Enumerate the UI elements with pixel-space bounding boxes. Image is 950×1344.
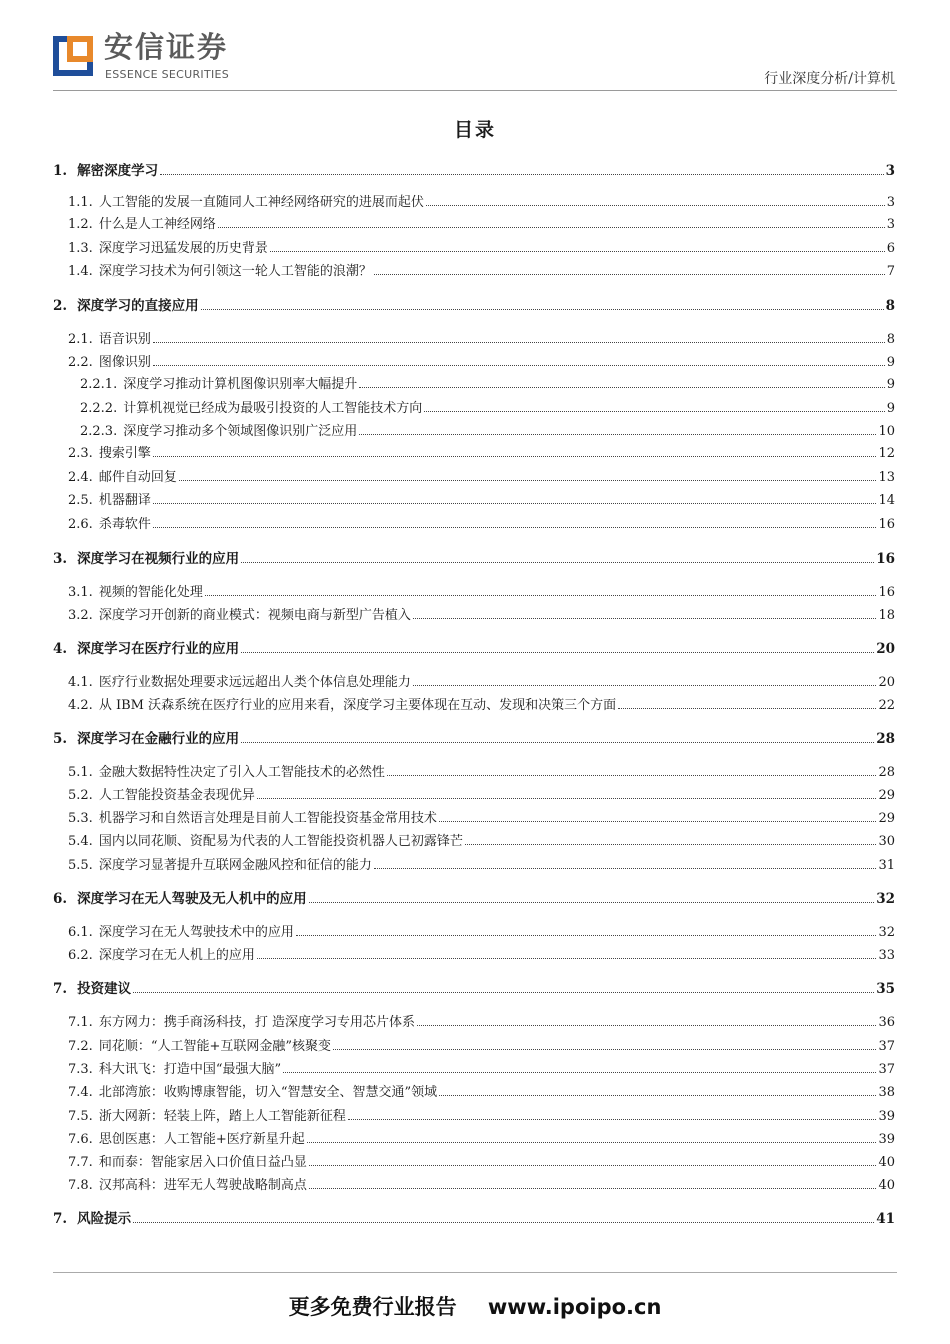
toc-entry[interactable] bbox=[68, 831, 895, 849]
toc-entry[interactable] bbox=[80, 374, 895, 392]
toc-entry-label bbox=[68, 854, 372, 873]
toc-entry-number: 2.2. bbox=[68, 355, 93, 370]
toc-entry[interactable] bbox=[53, 639, 895, 657]
toc-entry-label bbox=[53, 294, 199, 314]
toc-leader-dots bbox=[465, 844, 877, 845]
toc-entry-number: 5.5. bbox=[68, 858, 93, 873]
report-category: 行业深度分析/计算机 bbox=[764, 71, 895, 87]
toc-entry-page: 10 bbox=[878, 424, 895, 439]
toc-leader-dots bbox=[270, 251, 885, 252]
toc-entry-number: 2.2.3. bbox=[80, 424, 118, 439]
toc-entry[interactable] bbox=[68, 695, 895, 713]
toc-entry-page: 16 bbox=[876, 551, 895, 567]
toc-entry[interactable] bbox=[68, 1106, 895, 1124]
toc-entry[interactable] bbox=[68, 1036, 895, 1054]
toc-entry-number: 5.1. bbox=[68, 765, 93, 780]
toc-entry-page: 8 bbox=[886, 332, 895, 347]
toc-entry[interactable] bbox=[68, 352, 895, 370]
toc-entry-label bbox=[68, 921, 294, 940]
toc-leader-dots bbox=[417, 1025, 877, 1026]
toc-entry-page: 33 bbox=[878, 948, 895, 963]
toc-entry-title: 语音识别 bbox=[98, 332, 151, 347]
toc-entry-number: 3.2. bbox=[68, 608, 93, 623]
footer-url[interactable]: www.ipoipo.cn bbox=[487, 1295, 662, 1319]
toc-entry-label bbox=[68, 1151, 307, 1170]
toc-entry-page: 12 bbox=[878, 446, 895, 461]
brand-name-cn: 安信证券 bbox=[104, 30, 229, 64]
toc-entry-number: 3.1. bbox=[68, 585, 93, 600]
toc-leader-dots bbox=[153, 456, 877, 457]
toc-entry[interactable] bbox=[68, 762, 895, 780]
toc-leader-dots bbox=[283, 1072, 876, 1073]
toc-entry-number: 1. bbox=[53, 163, 68, 179]
toc-entry-page: 37 bbox=[878, 1062, 895, 1077]
toc-entry-title: 深度学习在金融行业的应用 bbox=[77, 731, 240, 747]
footer-slogan: 更多免费行业报告 bbox=[288, 1295, 457, 1319]
brand-logo-icon bbox=[53, 36, 93, 76]
toc-entry-label bbox=[68, 581, 203, 600]
toc-entry[interactable] bbox=[68, 1152, 895, 1170]
toc-entry-label bbox=[68, 1105, 346, 1124]
toc-entry-label bbox=[68, 671, 411, 690]
toc-entry-title: 深度学习在无人驾驶及无人机中的应用 bbox=[77, 891, 307, 907]
toc-leader-dots bbox=[359, 434, 876, 435]
toc-entry-label bbox=[53, 977, 131, 997]
toc-entry-title: 风险提示 bbox=[77, 1211, 132, 1227]
toc-entry[interactable] bbox=[68, 855, 895, 873]
toc-entry-number: 7. bbox=[53, 1211, 68, 1227]
toc-entry-title: 邮件自动回复 bbox=[98, 470, 177, 485]
toc-entry-title: 解密深度学习 bbox=[77, 163, 159, 179]
toc-entry-title: 机器翻译 bbox=[98, 493, 151, 508]
toc-leader-dots bbox=[241, 562, 874, 563]
toc-entry-number: 1.1. bbox=[68, 195, 93, 210]
toc-entry[interactable] bbox=[53, 889, 895, 907]
toc-entry-page: 20 bbox=[876, 641, 895, 657]
toc-entry-page: 6 bbox=[886, 241, 895, 256]
brand-name-en: ESSENCE SECURITIES bbox=[105, 68, 230, 81]
toc-entry[interactable] bbox=[53, 1209, 895, 1227]
toc-entry[interactable] bbox=[68, 672, 895, 690]
toc-entry-title: 汉邦高科：进军无人驾驶战略制高点 bbox=[98, 1178, 307, 1193]
toc-entry-title: 深度学习在无人机上的应用 bbox=[98, 948, 255, 963]
toc-entry-number: 4.1. bbox=[68, 675, 93, 690]
toc-leader-dots bbox=[387, 775, 877, 776]
toc-entry-number: 2.5. bbox=[68, 493, 93, 508]
toc-entry[interactable] bbox=[68, 329, 895, 347]
toc-entry-number: 2. bbox=[53, 298, 68, 314]
toc-entry[interactable] bbox=[68, 214, 895, 232]
toc-entry-label bbox=[68, 442, 151, 461]
toc-entry[interactable] bbox=[68, 467, 895, 485]
toc-leader-dots bbox=[424, 411, 884, 412]
toc-entry-number: 7.3. bbox=[68, 1062, 93, 1077]
toc-entry-title: 深度学习迅猛发展的历史背景 bbox=[98, 241, 268, 256]
toc-leader-dots bbox=[439, 1095, 876, 1096]
toc-entry-number: 7.2. bbox=[68, 1039, 93, 1054]
toc-leader-dots bbox=[218, 227, 885, 228]
toc-entry-title: 图像识别 bbox=[98, 355, 151, 370]
toc-entry-label bbox=[68, 351, 151, 370]
toc-entry[interactable] bbox=[68, 582, 895, 600]
toc-entry-page: 29 bbox=[878, 811, 895, 826]
toc-leader-dots bbox=[413, 685, 877, 686]
header-divider bbox=[53, 90, 897, 91]
toc-entry-number: 2.3. bbox=[68, 446, 93, 461]
toc-entry[interactable] bbox=[68, 514, 895, 532]
toc-entry-label bbox=[68, 328, 151, 347]
toc-leader-dots bbox=[296, 935, 877, 936]
toc-entry-number: 1.3. bbox=[68, 241, 93, 256]
toc-entry-title: 深度学习在医疗行业的应用 bbox=[77, 641, 240, 657]
toc-entry-page: 30 bbox=[878, 834, 895, 849]
toc-entry-page: 35 bbox=[876, 981, 895, 997]
toc-entry[interactable] bbox=[68, 1175, 895, 1193]
toc-entry-title: 科大讯飞：打造中国“最强大脑” bbox=[98, 1062, 282, 1077]
toc-leader-dots bbox=[257, 798, 877, 799]
toc-entry-title: 北部湾旅：收购博康智能，切入“智慧安全、智慧交通”领域 bbox=[98, 1085, 438, 1100]
toc-leader-dots bbox=[133, 992, 874, 993]
toc-leader-dots bbox=[307, 1142, 877, 1143]
toc-entry[interactable] bbox=[68, 490, 895, 508]
toc-entry-title: 浙大网新：轻装上阵，踏上人工智能新征程 bbox=[98, 1109, 346, 1124]
toc-leader-dots bbox=[374, 868, 877, 869]
toc-leader-dots bbox=[133, 1222, 874, 1223]
toc-entry-label bbox=[68, 1174, 307, 1193]
toc-leader-dots bbox=[348, 1119, 877, 1120]
toc-entry-number: 4. bbox=[53, 641, 68, 657]
toc-leader-dots bbox=[333, 1049, 876, 1050]
toc-leader-dots bbox=[153, 527, 877, 528]
toc-leader-dots bbox=[153, 503, 877, 504]
page-header bbox=[0, 0, 950, 92]
toc-entry-page: 3 bbox=[886, 195, 895, 210]
toc-entry[interactable] bbox=[80, 398, 895, 416]
toc-entry-page: 32 bbox=[878, 925, 895, 940]
toc-leader-dots bbox=[201, 309, 884, 310]
toc-entry-page: 29 bbox=[878, 788, 895, 803]
toc-leader-dots bbox=[439, 821, 877, 822]
toc-entry[interactable] bbox=[68, 238, 895, 256]
toc-entry-page: 41 bbox=[876, 1211, 895, 1227]
toc-entry-page: 16 bbox=[878, 517, 895, 532]
toc-entry[interactable] bbox=[53, 549, 895, 567]
toc-entry-page: 7 bbox=[886, 264, 895, 279]
toc-title: 目录 bbox=[453, 119, 496, 141]
toc-entry-number: 7.6. bbox=[68, 1132, 93, 1147]
toc-entry[interactable] bbox=[53, 296, 895, 314]
toc-entry-page: 36 bbox=[878, 1015, 895, 1030]
toc-leader-dots bbox=[309, 1165, 877, 1166]
toc-entry-title: 机器学习和自然语言处理是目前人工智能投资基金常用技术 bbox=[98, 811, 437, 826]
toc-entry-title: 国内以同花顺、资配易为代表的人工智能投资机器人已初露锋芒 bbox=[98, 834, 463, 849]
toc-entry-label bbox=[68, 1035, 331, 1054]
toc-entry[interactable] bbox=[68, 945, 895, 963]
toc-entry-label bbox=[53, 637, 239, 657]
toc-leader-dots bbox=[426, 205, 885, 206]
toc-entry[interactable] bbox=[80, 421, 895, 439]
toc-entry-number: 7.7. bbox=[68, 1155, 93, 1170]
toc-entry-label bbox=[68, 761, 385, 780]
toc-entry-number: 7.1. bbox=[68, 1015, 93, 1030]
toc-entry-page: 9 bbox=[886, 377, 895, 392]
toc-entry-number: 5.4. bbox=[68, 834, 93, 849]
toc-entry-page: 3 bbox=[886, 217, 895, 232]
toc-entry-page: 13 bbox=[878, 470, 895, 485]
toc-entry-title: 搜索引擎 bbox=[98, 446, 151, 461]
toc-entry-title: 思创医惠：人工智能+医疗新星升起 bbox=[98, 1132, 305, 1147]
toc-entry-label bbox=[68, 191, 424, 210]
toc-entry-label bbox=[68, 694, 616, 713]
toc-entry[interactable] bbox=[53, 161, 895, 179]
toc-entry-title: 同花顺：“人工智能+互联网金融”核聚变 bbox=[98, 1039, 331, 1054]
toc-entry[interactable] bbox=[68, 261, 895, 279]
toc-entry-number: 2.2.1. bbox=[80, 377, 118, 392]
page-footer bbox=[0, 1293, 950, 1321]
toc-entry-title: 深度学习显著提升互联网金融风控和征信的能力 bbox=[98, 858, 372, 873]
toc-entry-title: 金融大数据特性决定了引入人工智能技术的必然性 bbox=[98, 765, 385, 780]
toc-leader-dots bbox=[618, 708, 876, 709]
toc-entry-number: 1.4. bbox=[68, 264, 93, 279]
toc-entry-label bbox=[68, 513, 151, 532]
toc-entry-title: 深度学习在无人驾驶技术中的应用 bbox=[98, 925, 294, 940]
toc-entry-page: 9 bbox=[886, 401, 895, 416]
toc-entry[interactable] bbox=[68, 1012, 895, 1030]
toc-entry-title: 深度学习推动计算机图像识别率大幅提升 bbox=[123, 377, 358, 392]
toc-leader-dots bbox=[241, 652, 874, 653]
toc-entry-title: 东方网力：携手商汤科技，打 造深度学习专用芯片体系 bbox=[98, 1015, 415, 1030]
toc-entry-label bbox=[53, 1207, 131, 1227]
toc-entry-number: 6.2. bbox=[68, 948, 93, 963]
toc-entry-page: 40 bbox=[878, 1155, 895, 1170]
toc-entry-number: 2.4. bbox=[68, 470, 93, 485]
toc-entry-number: 4.2. bbox=[68, 698, 93, 713]
toc-entry-title: 深度学习在视频行业的应用 bbox=[77, 551, 240, 567]
toc-entry-label bbox=[68, 784, 255, 803]
toc-leader-dots bbox=[153, 365, 885, 366]
toc-entry-title: 什么是人工神经网络 bbox=[98, 217, 216, 232]
toc-entry-title: 深度学习推动多个领域图像识别广泛应用 bbox=[123, 424, 358, 439]
toc-leader-dots bbox=[309, 902, 875, 903]
footer-divider bbox=[53, 1272, 897, 1273]
toc-entry-label bbox=[68, 260, 372, 279]
toc-entry-page: 22 bbox=[878, 698, 895, 713]
toc-entry[interactable] bbox=[68, 1129, 895, 1147]
toc-entry-number: 6. bbox=[53, 891, 68, 907]
toc-entry-page: 20 bbox=[878, 675, 895, 690]
toc-entry[interactable] bbox=[68, 922, 895, 940]
toc-entry-label bbox=[68, 830, 463, 849]
toc-entry-page: 18 bbox=[878, 608, 895, 623]
toc-entry-label bbox=[68, 213, 216, 232]
toc-entry[interactable] bbox=[68, 605, 895, 623]
toc-entry-title: 深度学习技术为何引领这一轮人工智能的浪潮？ bbox=[98, 264, 372, 279]
toc-entry-title: 投资建议 bbox=[77, 981, 132, 997]
toc-entry[interactable] bbox=[68, 1082, 895, 1100]
toc-leader-dots bbox=[205, 595, 877, 596]
toc-entry-label bbox=[68, 604, 411, 623]
toc-entry-number: 7.4. bbox=[68, 1085, 93, 1100]
toc-entry-title: 从 IBM 沃森系统在医疗行业的应用来看，深度学习主要体现在互动、发现和决策三个方面 bbox=[98, 698, 617, 713]
toc-entry-label bbox=[68, 1081, 437, 1100]
toc-entry-label bbox=[68, 1011, 415, 1030]
toc-leader-dots bbox=[359, 387, 884, 388]
toc-entry-label bbox=[53, 159, 158, 179]
toc-entry-number: 2.6. bbox=[68, 517, 93, 532]
toc-entry-page: 28 bbox=[876, 731, 895, 747]
toc-entry-title: 人工智能的发展一直随同人工神经网络研究的进展而起伏 bbox=[98, 195, 424, 210]
toc-entry-page: 31 bbox=[878, 858, 895, 873]
toc-leader-dots bbox=[160, 174, 884, 175]
toc-entry-page: 39 bbox=[878, 1132, 895, 1147]
toc-entry[interactable] bbox=[68, 192, 895, 210]
toc-entry[interactable] bbox=[68, 1059, 895, 1077]
toc-entry-label bbox=[68, 237, 268, 256]
toc-entry-number: 2.1. bbox=[68, 332, 93, 347]
toc-leader-dots bbox=[257, 958, 877, 959]
toc-entry-label bbox=[68, 944, 255, 963]
toc-entry[interactable] bbox=[53, 729, 895, 747]
toc-entry-number: 1.2. bbox=[68, 217, 93, 232]
toc-entry-page: 16 bbox=[878, 585, 895, 600]
toc-entry[interactable] bbox=[53, 979, 895, 997]
toc-entry-number: 5. bbox=[53, 731, 68, 747]
toc-entry-label bbox=[80, 373, 357, 392]
toc-entry-page: 8 bbox=[885, 298, 895, 314]
toc-entry-label bbox=[68, 807, 437, 826]
toc-leader-dots bbox=[309, 1188, 877, 1189]
toc-entry-page: 40 bbox=[878, 1178, 895, 1193]
toc-entry-page: 37 bbox=[878, 1039, 895, 1054]
toc-entry[interactable] bbox=[68, 785, 895, 803]
toc-entry-label bbox=[68, 489, 151, 508]
toc-entry-number: 5.3. bbox=[68, 811, 93, 826]
toc-entry-title: 杀毒软件 bbox=[98, 517, 151, 532]
toc-leader-dots bbox=[374, 274, 885, 275]
toc-leader-dots bbox=[413, 618, 877, 619]
toc-entry-label bbox=[68, 1128, 305, 1147]
toc-entry-number: 2.2.2. bbox=[80, 401, 118, 416]
toc-entry-title: 人工智能投资基金表现优异 bbox=[98, 788, 255, 803]
toc-entry-number: 6.1. bbox=[68, 925, 93, 940]
toc-entry-number: 7. bbox=[53, 981, 68, 997]
toc-entry-number: 5.2. bbox=[68, 788, 93, 803]
toc-entry-title: 深度学习的直接应用 bbox=[77, 298, 199, 314]
toc-entry-title: 医疗行业数据处理要求远远超出人类个体信息处理能力 bbox=[98, 675, 411, 690]
toc-entry-label bbox=[53, 727, 239, 747]
toc-entry-page: 3 bbox=[885, 163, 895, 179]
toc-leader-dots bbox=[241, 742, 874, 743]
toc-leader-dots bbox=[153, 342, 885, 343]
toc-entry-label bbox=[53, 887, 307, 907]
toc-entry[interactable] bbox=[68, 443, 895, 461]
toc-entry-page: 38 bbox=[878, 1085, 895, 1100]
toc-entry-page: 32 bbox=[876, 891, 895, 907]
toc-entry-title: 计算机视觉已经成为最吸引投资的人工智能技术方向 bbox=[123, 401, 423, 416]
toc-entry-label bbox=[80, 397, 422, 416]
toc-entry-title: 深度学习开创新的商业模式：视频电商与新型广告植入 bbox=[98, 608, 411, 623]
toc-entry-title: 和而泰：智能家居入口价值日益凸显 bbox=[98, 1155, 307, 1170]
toc-entry-label bbox=[68, 466, 177, 485]
toc-entry-number: 3. bbox=[53, 551, 68, 567]
toc-entry-page: 39 bbox=[878, 1109, 895, 1124]
toc-entry-label bbox=[68, 1058, 281, 1077]
toc-entry-title: 视频的智能化处理 bbox=[98, 585, 203, 600]
toc-entry-number: 7.8. bbox=[68, 1178, 93, 1193]
toc-entry-page: 28 bbox=[878, 765, 895, 780]
toc-entry-label bbox=[53, 547, 239, 567]
toc-entry-page: 14 bbox=[878, 493, 895, 508]
toc-entry-page: 9 bbox=[886, 355, 895, 370]
toc-leader-dots bbox=[179, 480, 877, 481]
toc-entry[interactable] bbox=[68, 808, 895, 826]
toc-entry-label bbox=[80, 420, 357, 439]
toc-entry-number: 7.5. bbox=[68, 1109, 93, 1124]
